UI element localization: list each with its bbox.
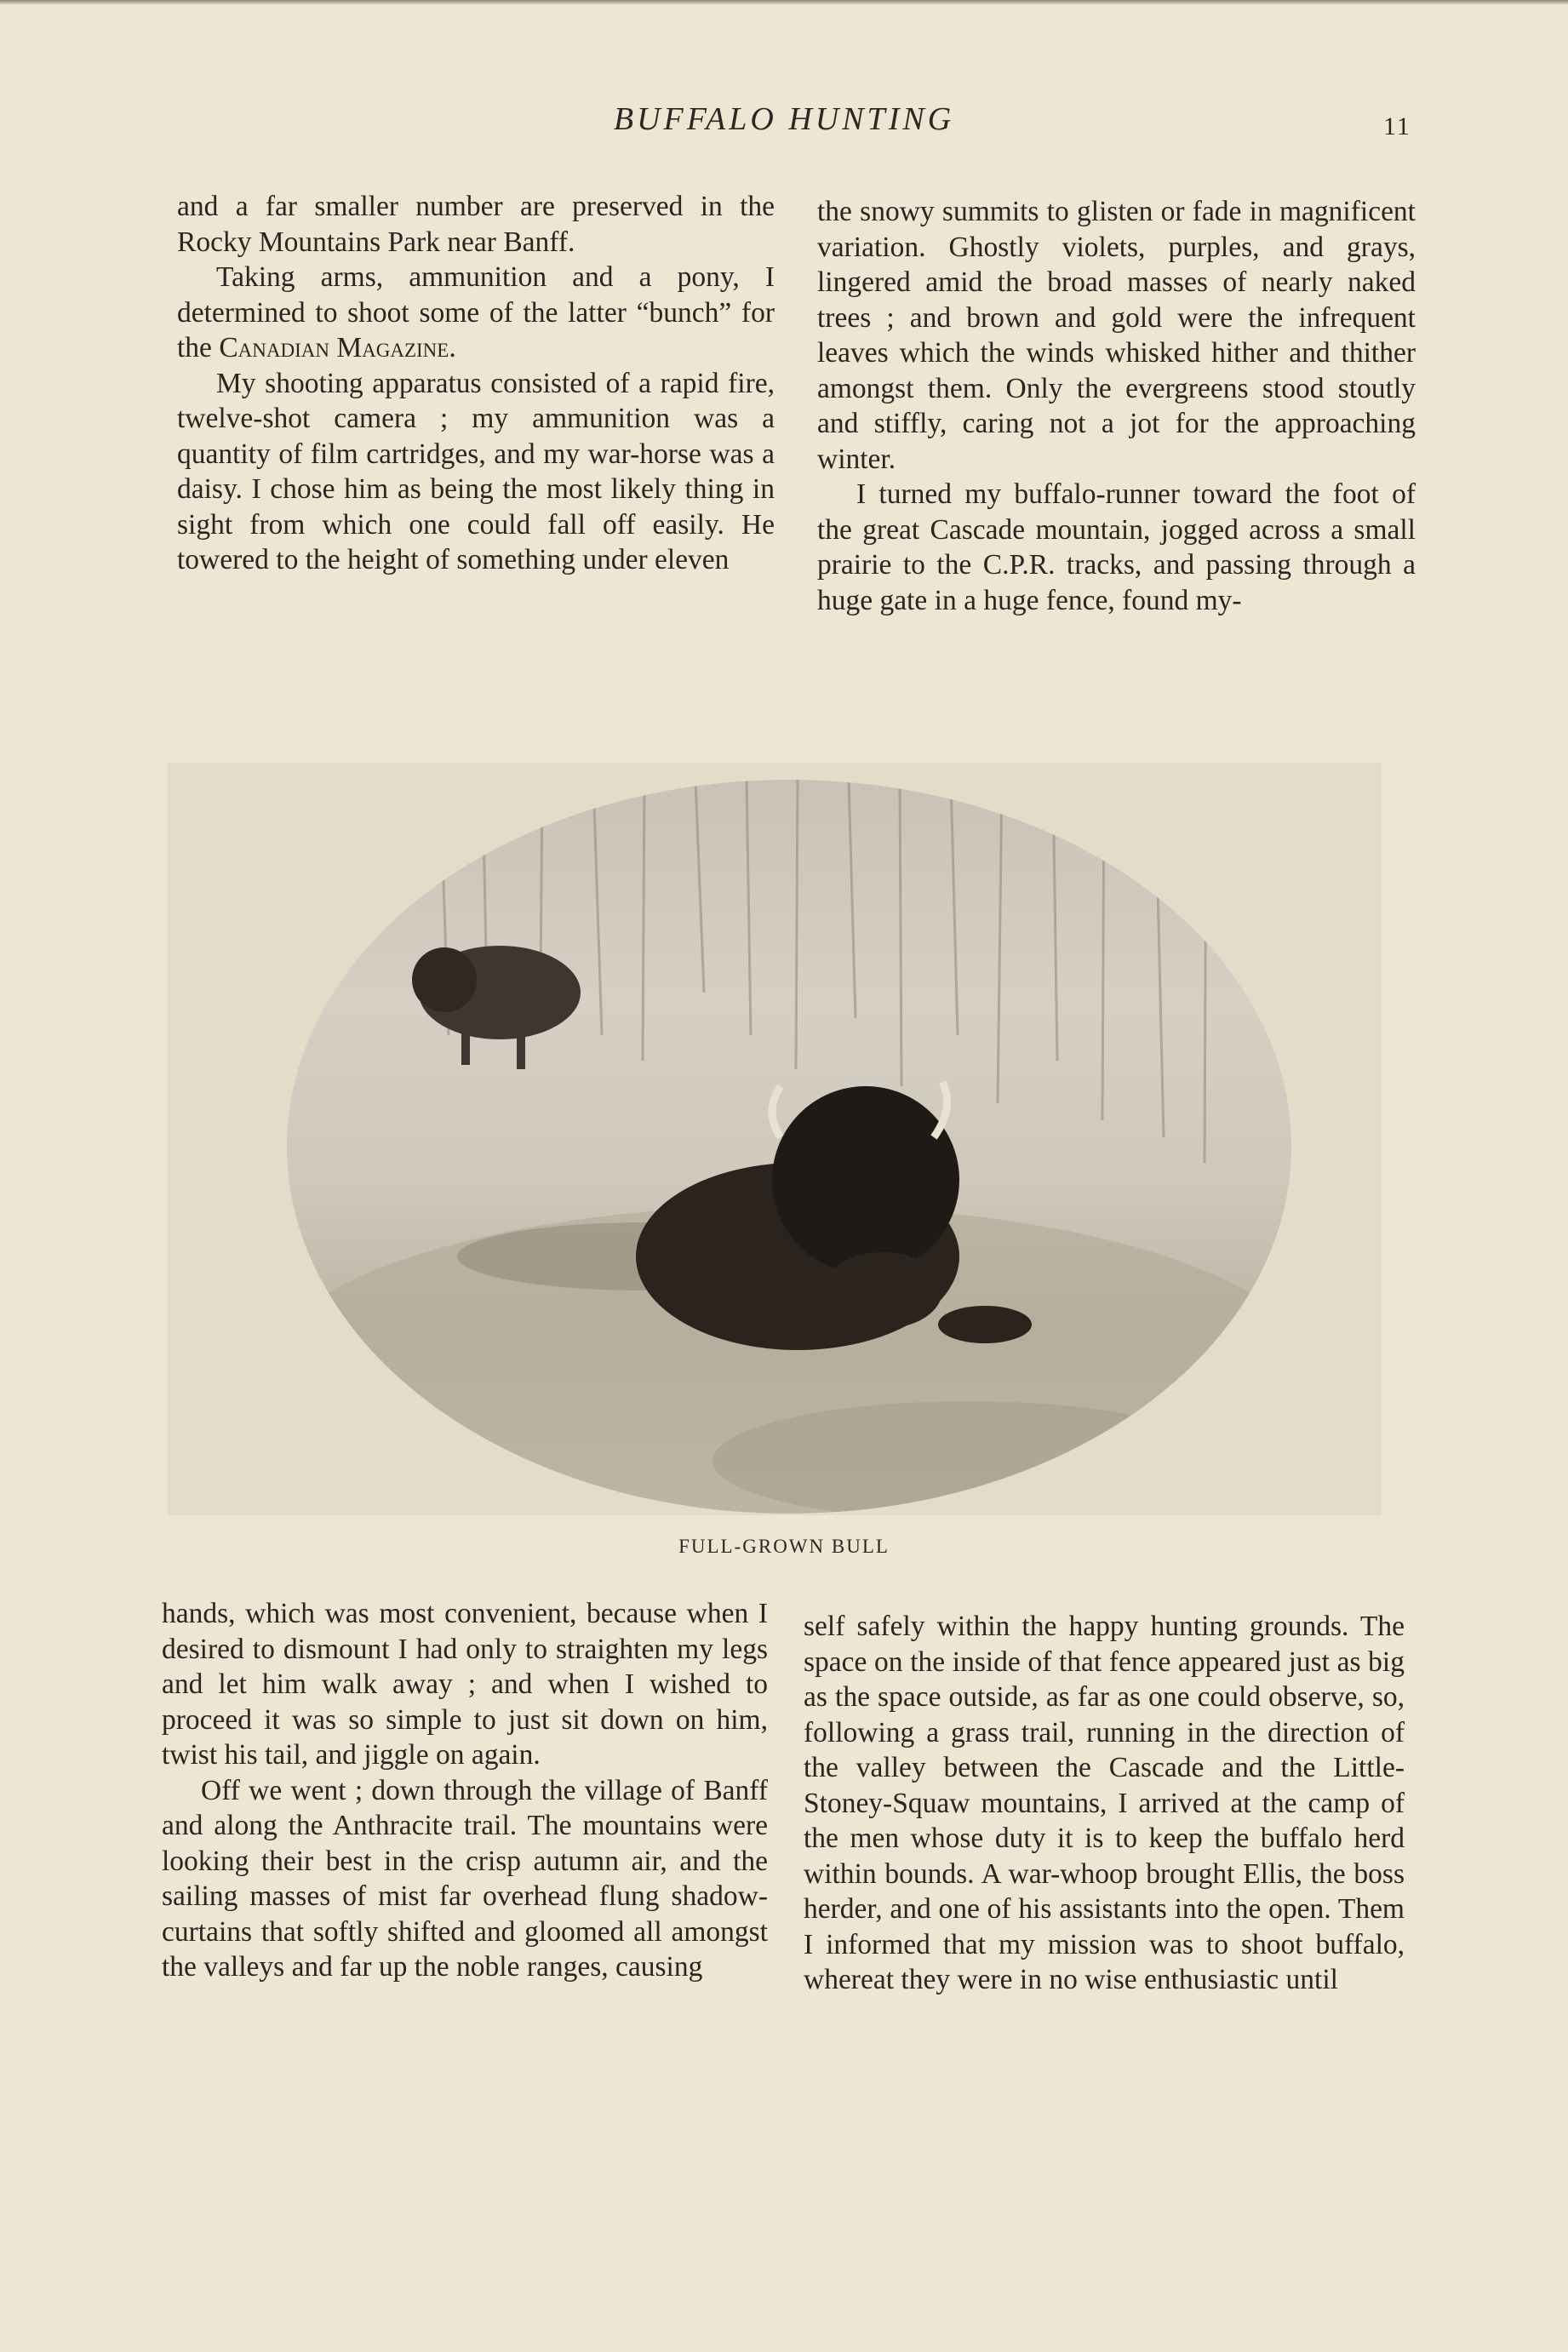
paragraph: Off we went ; down through the village of Banff and along the Anthracite trail. The mountains were looking their best in the crisp autumn air, and the sailing masses of mist far overhead flung shadow-curtains that softly shifted and gloomed all amongst the valleys and far up the noble ranges, causing: [162, 1774, 768, 1983]
paragraph: the snowy summits to glisten or fade in magnificent variation. Ghostly violets, purples, and grays, lingered amid the broad masses of nearly naked trees ; and brown and gold were the infrequent leaves which the winds whisked hither and thither amongst them. Only the evergreens stood stoutly and stiffly, caring not a jot for the approaching winter.: [817, 196, 1416, 475]
bison-photograph: [287, 780, 1291, 1514]
running-title: BUFFALO HUNTING: [613, 101, 955, 137]
magazine-name: Canadian Magazine: [219, 332, 449, 363]
photo-illustration: [287, 780, 1291, 1514]
column-top-right: [817, 194, 1416, 618]
paragraph: self safely within the happy hunting grounds. The space on the inside of that fence appeared just as big as the space outside, as far as one could observe, so, following a grass trail, running in the direction of the valley between the Cascade and the Little-Stoney-Squaw mountains, I arrived at the camp of the men whose duty it is to keep the buffalo herd within bounds. A war-whoop brought Ellis, the boss herder, and one of his assistants into the open. Them I informed that my mission was to shoot buffalo, whereat they were in no wise enthusiastic until: [804, 1611, 1405, 1995]
paragraph-text: Taking arms, ammunition and a pony, I determined to shoot some of the latter “bunch” for the: [177, 261, 775, 363]
photo-plate: [168, 763, 1382, 1515]
paragraph-text: .: [449, 332, 456, 363]
distant-bison: [412, 946, 581, 1069]
page-number: 11: [1383, 112, 1411, 140]
paragraph: I turned my buffalo-runner toward the foot of the great Cascade mountain, jogged across a small prairie to the C.P.R. tracks, and passing through a huge gate in a huge fence, found my-: [817, 478, 1416, 616]
column-bottom-left: [162, 1596, 768, 1985]
paragraph: and a far smaller number are preserved in the Rocky Mountains Park near Banff.: [177, 191, 775, 258]
paragraph: hands, which was most convenient, because when I desired to dismount I had only to straighten my legs and let him walk away ; and when I wished to proceed it was so simple to just sit down on him, twist his tail, and jiggle on again.: [162, 1598, 768, 1771]
paragraph: [177, 260, 775, 366]
column-top-left: [177, 189, 775, 578]
photo-caption: FULL-GROWN BULL: [678, 1536, 890, 1557]
column-bottom-right: [804, 1609, 1405, 1998]
paragraph: My shooting apparatus consisted of a rapid fire, twelve-shot camera ; my ammunition was a quantity of film cartridges, and my war-horse was a daisy. I chose him as being the most likely thing in sight from which one could fall off easily. He towered to the height of something under eleven: [177, 367, 775, 575]
page-top-edge: [0, 0, 1568, 5]
